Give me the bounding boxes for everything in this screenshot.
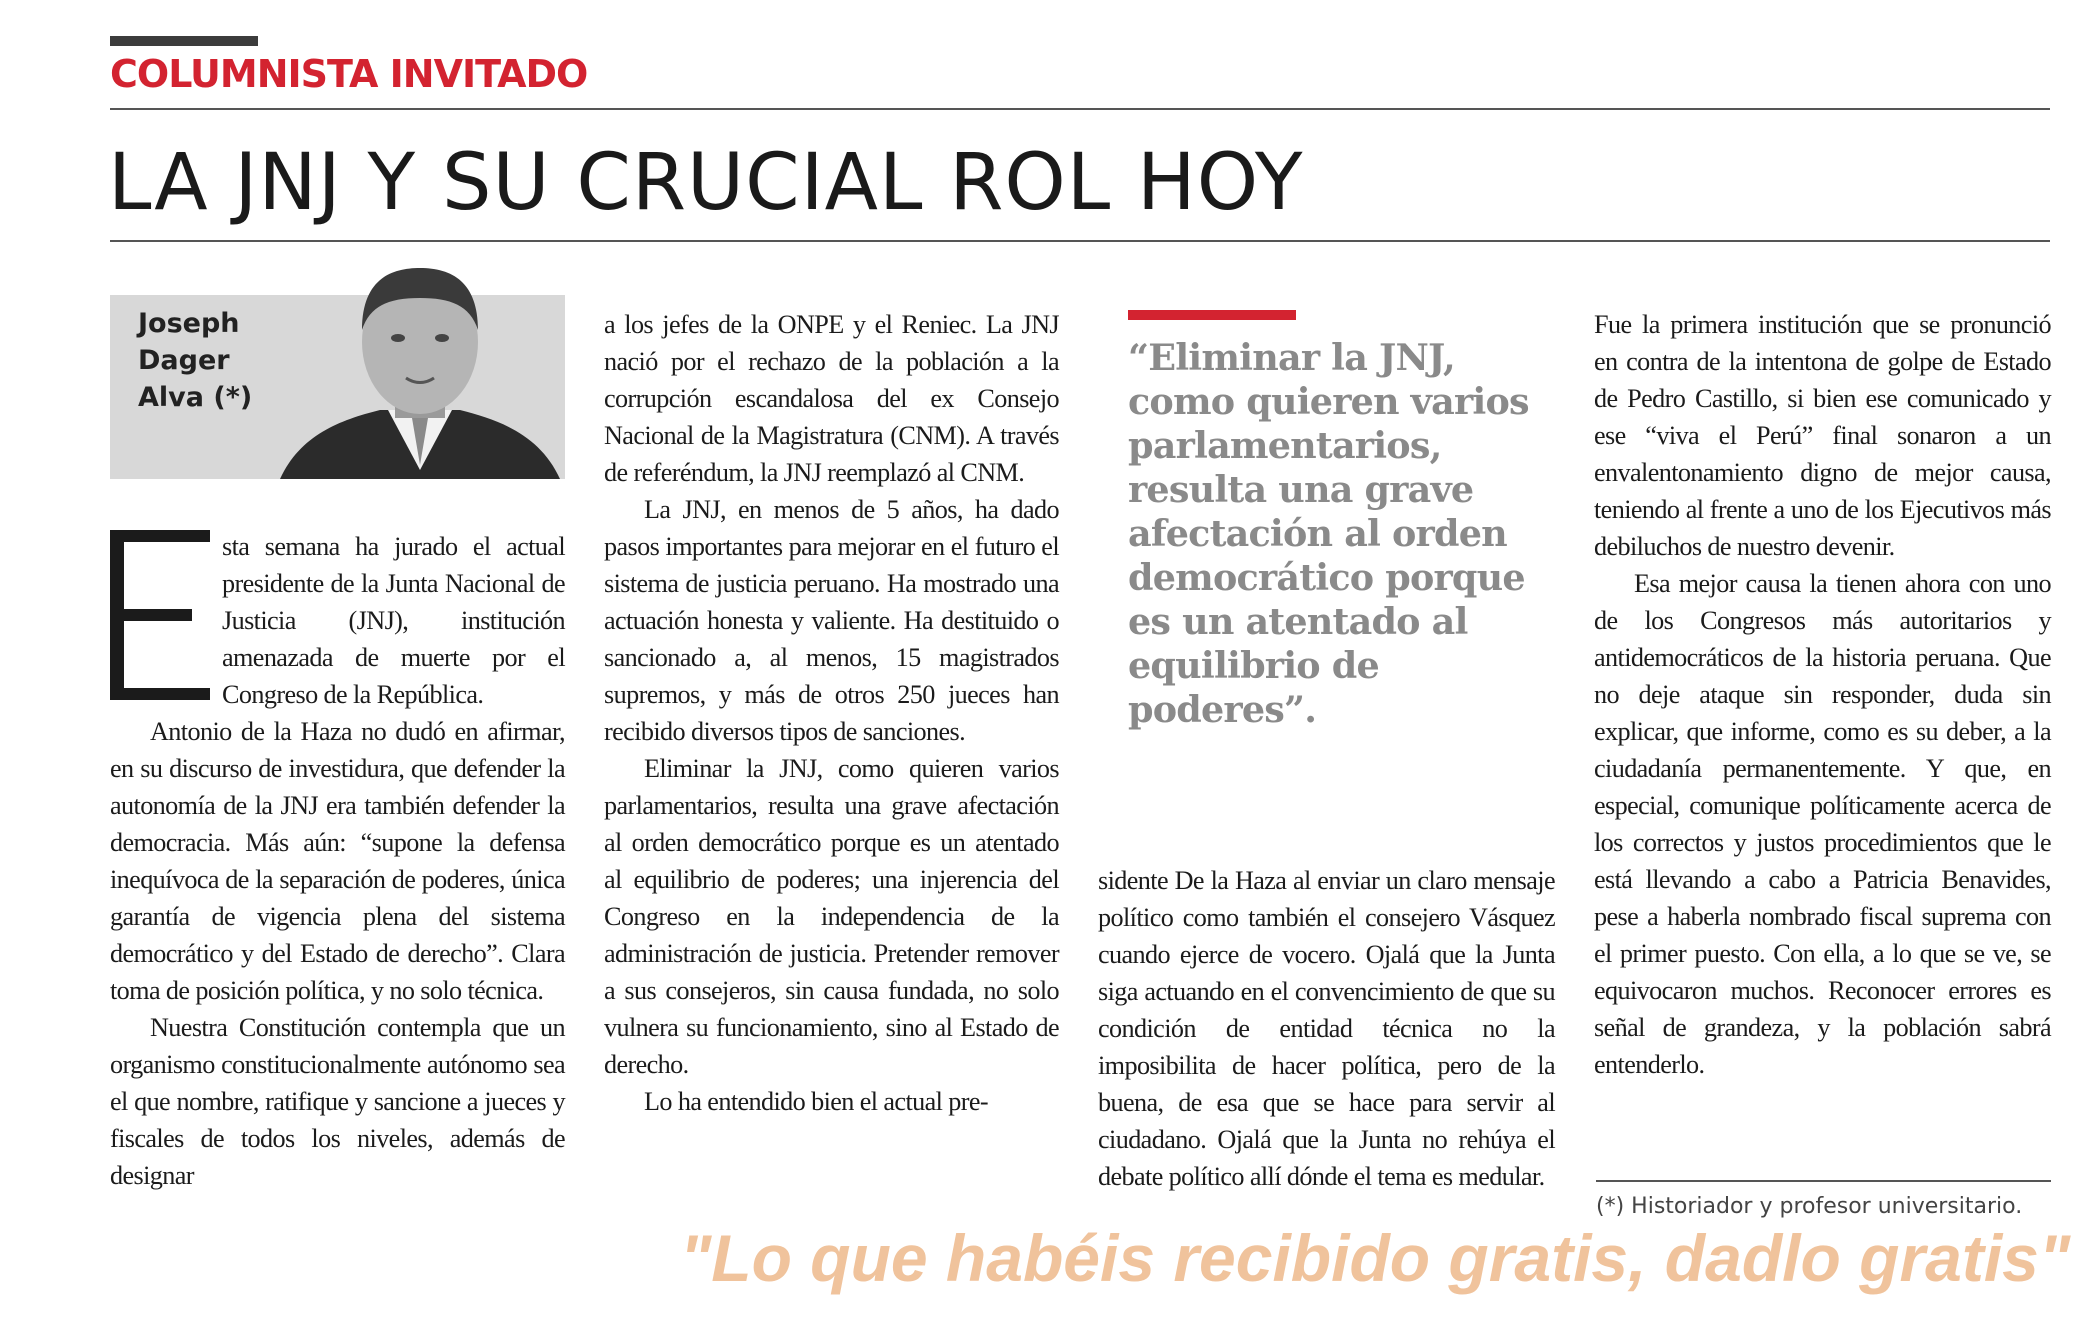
paragraph: La JNJ, en menos de 5 años, ha dado pasos importantes para mejorar en el futuro el sistema de justicia peruano. Ha mostrado una actuación honesta y valiente. Ha destituido o sancionado a, al menos, 15 magistrados supremos, y más de otros 250 jueces han recibido diversos tipos de sanciones. xyxy=(604,495,1059,746)
paragraph: Antonio de la Haza no dudó en afirmar, en su discurso de investidura, que defender la autonomía de la JNJ era también defender la democracia. Más aún: “supone la defensa inequívoca de la separación de poderes, única garantía de vigencia plena del sistema democrático y del Estado de derecho”. Clara toma de posición política, y no solo técnica. xyxy=(110,717,565,1005)
pullquote-bar xyxy=(1128,310,1296,320)
paragraph: Fue la primera institución que se pronunció en contra de la intentona de golpe de Estado de Pedro Castillo, si bien ese comunicado y ese “viva el Perú” final sonaron a un envalentonamiento digno de mejor causa, teniendo al frente a uno de los Ejecutivos más debiluchos de nuestro devenir. xyxy=(1594,310,2051,561)
paragraph: sidente De la Haza al enviar un claro mensaje político como también el consejero Vásquez cuando ejerce de vocero. Ojalá que la Junta siga actuando en el convencimiento de que su condición de entidad técnica no la imposibilita de hacer política, pero de la buena, de esa que se hace para servir al ciudadano. Ojalá que la Junta no rehúya el debate político allí dónde el tema es medular. xyxy=(1098,866,1555,1191)
author-name-line: Alva (*) xyxy=(138,382,253,413)
headline-rule xyxy=(110,240,2050,242)
author-portrait xyxy=(270,260,565,479)
section-label: COLUMNISTA INVITADO xyxy=(110,52,588,96)
paragraph: Nuestra Constitución contempla que un organismo constitucionalmente autónomo sea el que nombre, ratifique y sancione a jueces y fiscales de todos los niveles, además de designar xyxy=(110,1013,565,1190)
dropcap-letter xyxy=(110,530,210,700)
author-name-line: Dager xyxy=(138,345,230,376)
paragraph: a los jefes de la ONPE y el Reniec. La JNJ nació por el rechazo de la población a la corrupción escandalosa del ex Consejo Nacional de la Magistratura (CNM). A través de referéndum, la JNJ reemplazó al CNM. xyxy=(604,310,1059,487)
footnote-rule xyxy=(1596,1180,2051,1182)
column-1 xyxy=(110,713,565,1194)
headline: LA JNJ Y SU CRUCIAL ROL HOY xyxy=(108,138,1304,228)
author-footnote: (*) Historiador y profesor universitario. xyxy=(1596,1194,2023,1219)
lead-paragraph: sta semana ha jurado el actual presidente de la Junta Nacional de Justicia (JNJ), institución amenazada de muerte por el Congreso de la República. xyxy=(222,532,565,709)
pullquote: “Eliminar la JNJ, como quieren varios parlamentarios, resulta una grave afectación al orden democrático porque es un atentado al equilibrio de poderes”. xyxy=(1128,336,1529,731)
section-top-bar xyxy=(110,36,258,46)
paragraph: Eliminar la JNJ, como quieren varios parlamentarios, resulta una grave afectación al orden democrático porque es un atentado al equilibrio de poderes; una injerencia del Congreso en la independencia de la administración de justicia. Pretender remover a sus consejeros, sin causa fundada, no solo vulnera su funcionamiento, sino al Estado de derecho. xyxy=(604,754,1059,1079)
author-name-line: Joseph xyxy=(138,308,240,339)
author-box xyxy=(110,295,565,479)
column-2 xyxy=(604,306,1059,1120)
watermark-text: "Lo que habéis recibido gratis, dadlo gratis" xyxy=(680,1221,2071,1295)
paragraph: Esa mejor causa la tienen ahora con uno de los Congresos más autoritarios y antidemocráticos de la historia peruana. Que no deje ataque sin responder, duda sin explicar, que informe, como es su deber, a la ciudadanía permanentemente. Y que, en especial, comunique políticamente acerca de los correctos y justos procedimientos que le está llevando a cabo a Patricia Benavides, pese a haberla nombrado fiscal suprema con el primer puesto. Con ella, a lo que se ve, se equivocaron muchos. Reconocer errores es señal de grandeza, y la población sabrá entenderlo. xyxy=(1594,569,2051,1079)
svg-text:E: E xyxy=(160,630,161,631)
header-rule xyxy=(110,108,2050,110)
paragraph: Lo ha entendido bien el actual pre- xyxy=(644,1087,989,1116)
column-3 xyxy=(1098,862,1555,1195)
column-4 xyxy=(1594,306,2051,1083)
